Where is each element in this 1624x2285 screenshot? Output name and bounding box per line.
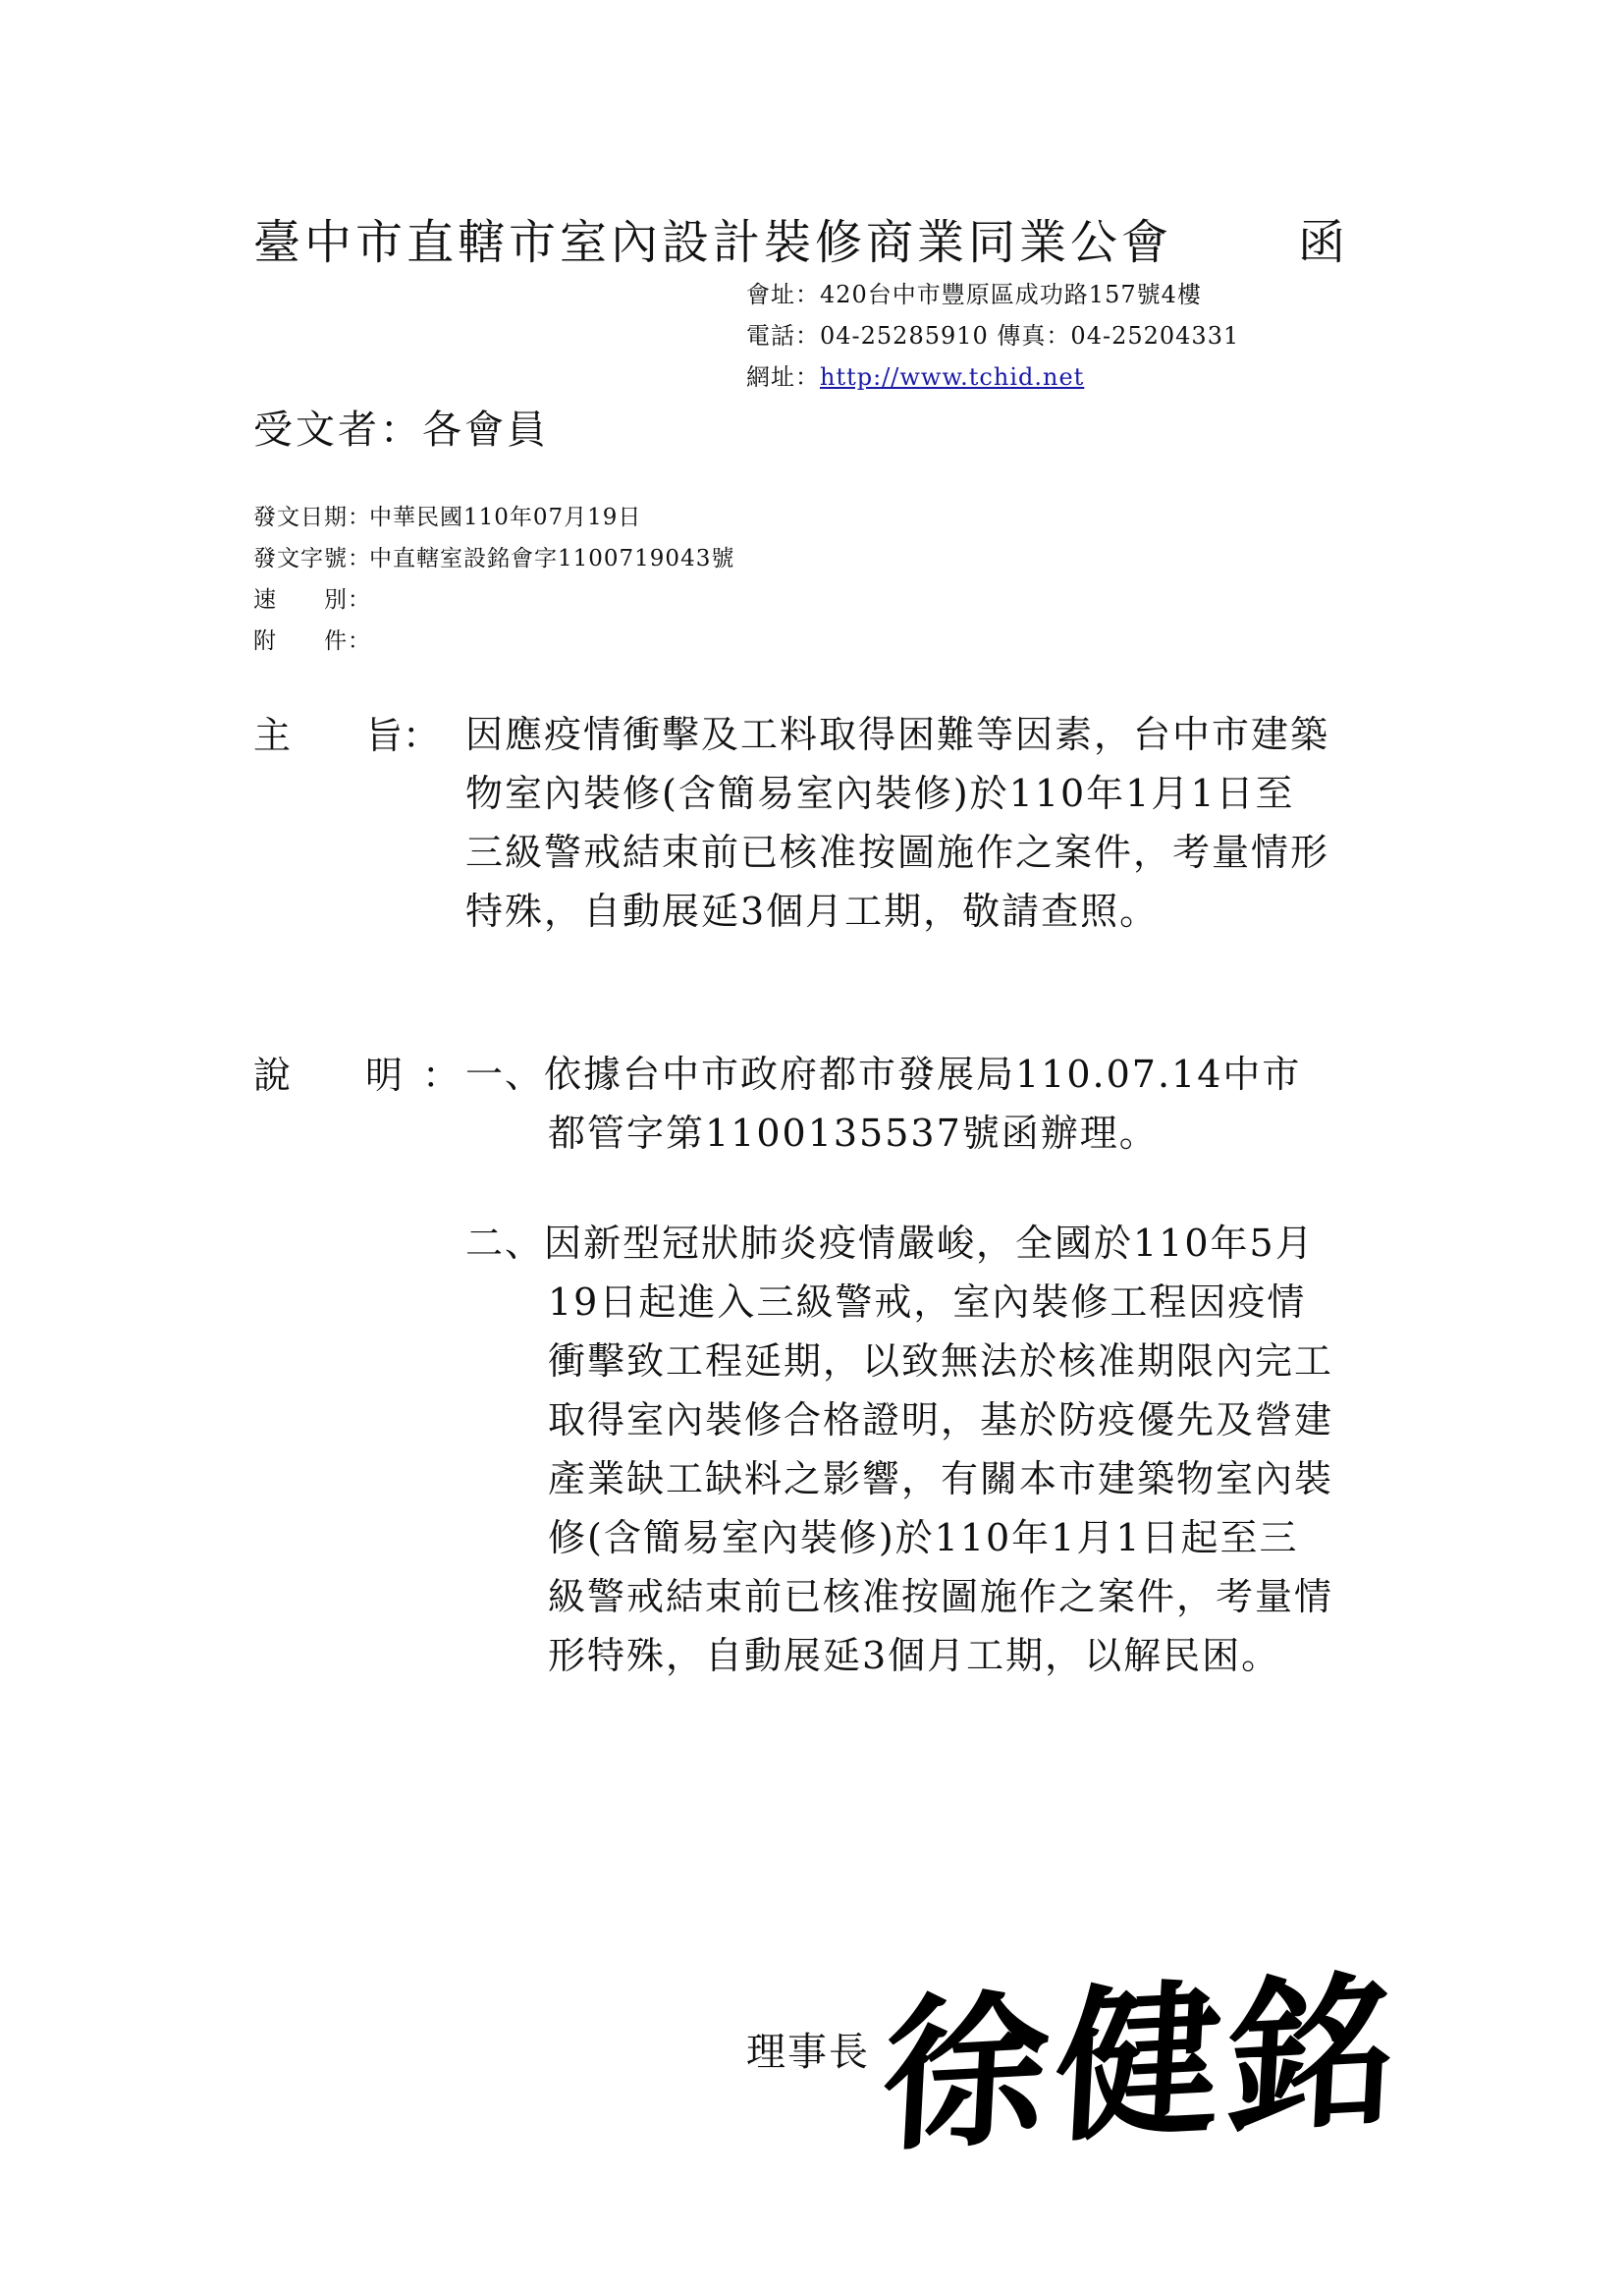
subject-line: 因應疫情衝擊及工料取得困難等因素，台中市建築 (465, 713, 1330, 756)
website-label: 網址： (746, 363, 820, 391)
explanation-line: 衝擊致工程延期，以致無法於核准期限內完工 (548, 1339, 1334, 1383)
document-number-value: 中直轄室設銘會字1100719043號 (369, 546, 735, 571)
contact-address: 會址：420台中市豐原區成功路157號4樓 (746, 281, 1202, 308)
contact-phone-fax: 電話：04-25285910 傳真：04-25204331 (746, 322, 1240, 350)
explanation-line: 一、依據台中市政府都市發展局110.07.14中市 (465, 1053, 1302, 1096)
explanation-line: 19日起進入三級警戒，室內裝修工程因疫情 (548, 1280, 1307, 1324)
chairman-signature: 徐健銘 (878, 1951, 1407, 2175)
document-number-label: 發文字號： (253, 546, 371, 571)
subject-line: 物室內裝修(含簡易室內裝修)於110年1月1日至 (465, 772, 1295, 815)
contact-website (746, 357, 1084, 392)
explanation-line: 二、因新型冠狀肺炎疫情嚴峻，全國於110年5月 (465, 1222, 1315, 1265)
explanation-line: 取得室內裝修合格證明，基於防疫優先及營建 (548, 1398, 1334, 1442)
recipient: 受文者：各會員 (253, 408, 549, 453)
issue-date (253, 499, 641, 531)
explanation-item-1 (465, 1045, 1301, 1163)
explanation-line: 產業缺工缺料之影響，有關本市建築物室內裝 (548, 1457, 1334, 1500)
subject-body (465, 705, 1447, 941)
subject-label: 主 旨： (253, 714, 441, 757)
explanation-line: 形特殊，自動展延3個月工期，以解民困。 (548, 1634, 1281, 1677)
subject-line: 三級警戒結束前已核准按圖施作之案件，考量情形 (465, 831, 1330, 874)
attachment-label: 附 件： (253, 628, 371, 654)
explanation-item-2 (465, 1214, 1333, 1685)
document-number (253, 540, 734, 572)
delivery-speed-label: 速 別： (253, 587, 371, 613)
organization-title: 臺中市直轄市室內設計裝修商業同業公會 (253, 215, 1173, 270)
issue-date-label: 發文日期： (253, 505, 371, 530)
document-type: 函 (1298, 215, 1346, 270)
explanation-line: 都管字第1100135537號函辦理。 (548, 1112, 1159, 1155)
attachment (253, 623, 369, 655)
explanation-line: 級警戒結束前已核准按圖施作之案件，考量情 (548, 1575, 1334, 1618)
explanation-line: 修(含簡易室內裝修)於110年1月1日起至三 (548, 1516, 1299, 1559)
website-link[interactable]: http://www.tchid.net (820, 363, 1085, 391)
delivery-speed (253, 581, 369, 614)
explanation-colon: ： (422, 1054, 460, 1097)
subject-line: 特殊，自動展延3個月工期，敬請查照。 (465, 890, 1160, 933)
explanation-label: 說 明 (253, 1054, 404, 1097)
issue-date-value: 中華民國110年07月19日 (369, 505, 642, 530)
chairman-title: 理事長 (746, 2030, 870, 2075)
